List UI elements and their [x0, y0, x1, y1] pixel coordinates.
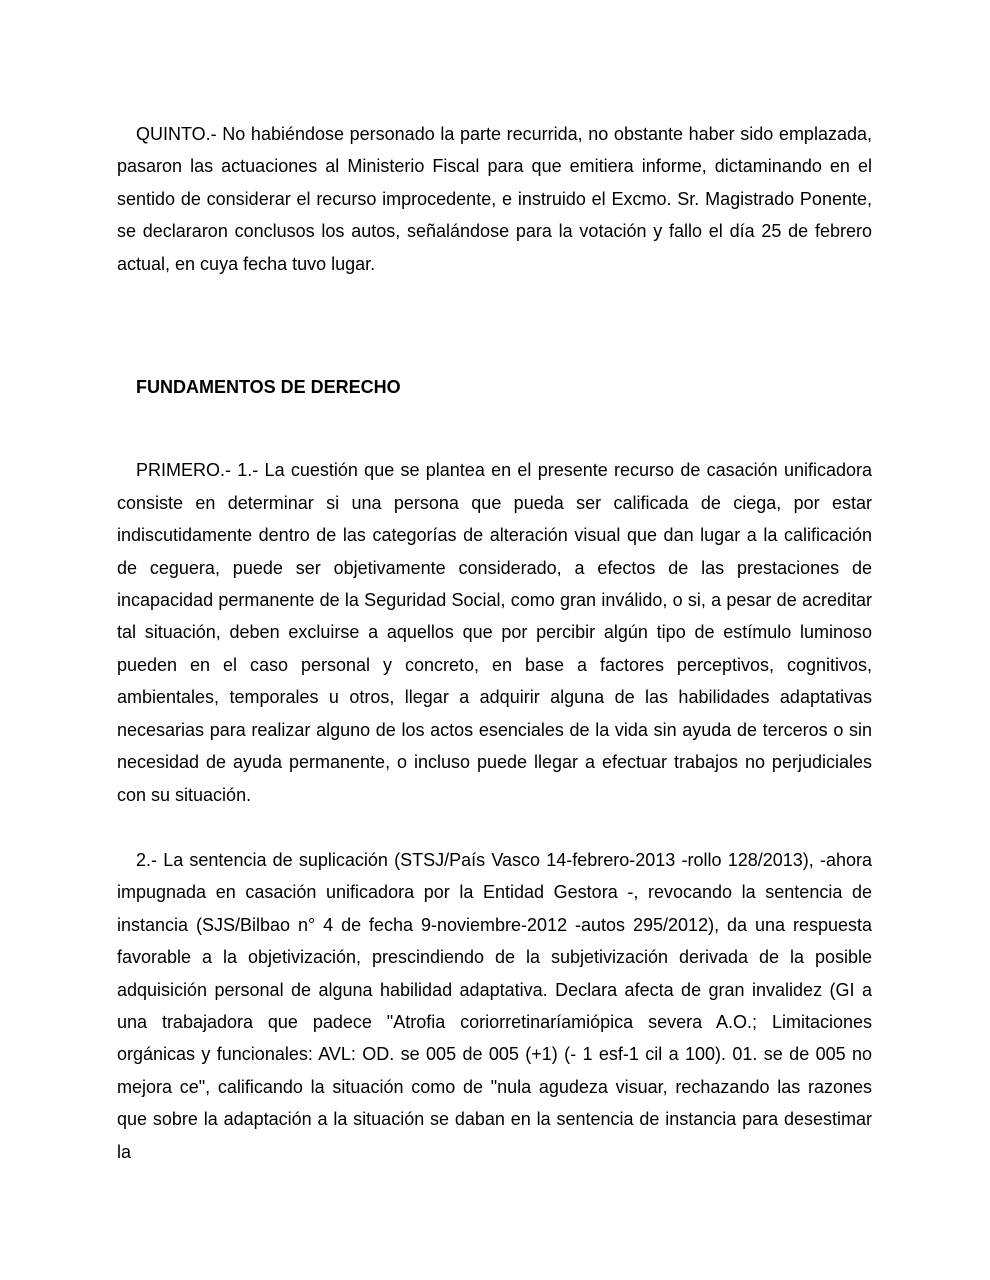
paragraph-segundo: 2.- La sentencia de suplicación (STSJ/País Vasco 14-febrero-2013 -rollo 128/2013), -ahora impugnada en casación unificadora por la Entidad Gestora -, revocando la sentencia de instancia (SJS/Bilbao n° 4 de fecha 9-noviembre-2012 -autos 295/2012), da una respuesta favorable a la objetivización, prescindiendo de la subjetivización derivada de la posible adquisición personal de alguna habilidad adaptativa. Declara afecta de gran invalidez (GI a una trabajadora que padece "Atrofia coriorretinaríamiópica severa A.O.; Limitaciones orgánicas y funcionales: AVL: OD. se 005 de 005 (+1) (- 1 esf-1 cil a 100). 01. se de 005 no mejora ce", calificando la situación como de "nula agudeza visuar, rechazando las razones que sobre la adaptación a la situación se daban en la sentencia de instancia para desestimar la	[117, 849, 872, 1162]
paragraph-primero: PRIMERO.- 1.- La cuestión que se plantea en el presente recurso de casación unificadora consiste en determinar si una persona que pueda ser calificada de ciega, por estar indiscutidamente dentro de las categorías de alteración visual que dan lugar a la calificación de ceguera, puede ser objetivamente considerado, a efectos de las prestaciones de incapacidad permanente de la Seguridad Social, como gran inválido, o si, a pesar de acreditar tal situación, deben excluirse a aquellos que por percibir algún tipo de estímulo luminoso pueden en el caso personal y concreto, en base a factores perceptivos, cognitivos, ambientales, temporales u otros, llegar a adquirir alguna de las habilidades adaptativas necesarias para realizar alguno de los actos esenciales de la vida sin ayuda de terceros o sin necesidad de ayuda permanente, o incluso puede llegar a efectuar trabajos no perjudiciales con su situación.	[117, 460, 872, 805]
section-heading: FUNDAMENTOS DE DERECHO	[136, 377, 401, 398]
document-page	[117, 118, 872, 1168]
paragraph-quinto: QUINTO.- No habiéndose personado la parte recurrida, no obstante haber sido emplazada, pasaron las actuaciones al Ministerio Fiscal para que emitiera informe, dictaminando en el sentido de considerar el recurso improcedente, e instruido el Excmo. Sr. Magistrado Ponente, se declararon conclusos los autos, señalándose para la votación y fallo el día 25 de febrero actual, en cuya fecha tuvo lugar.	[117, 124, 872, 274]
